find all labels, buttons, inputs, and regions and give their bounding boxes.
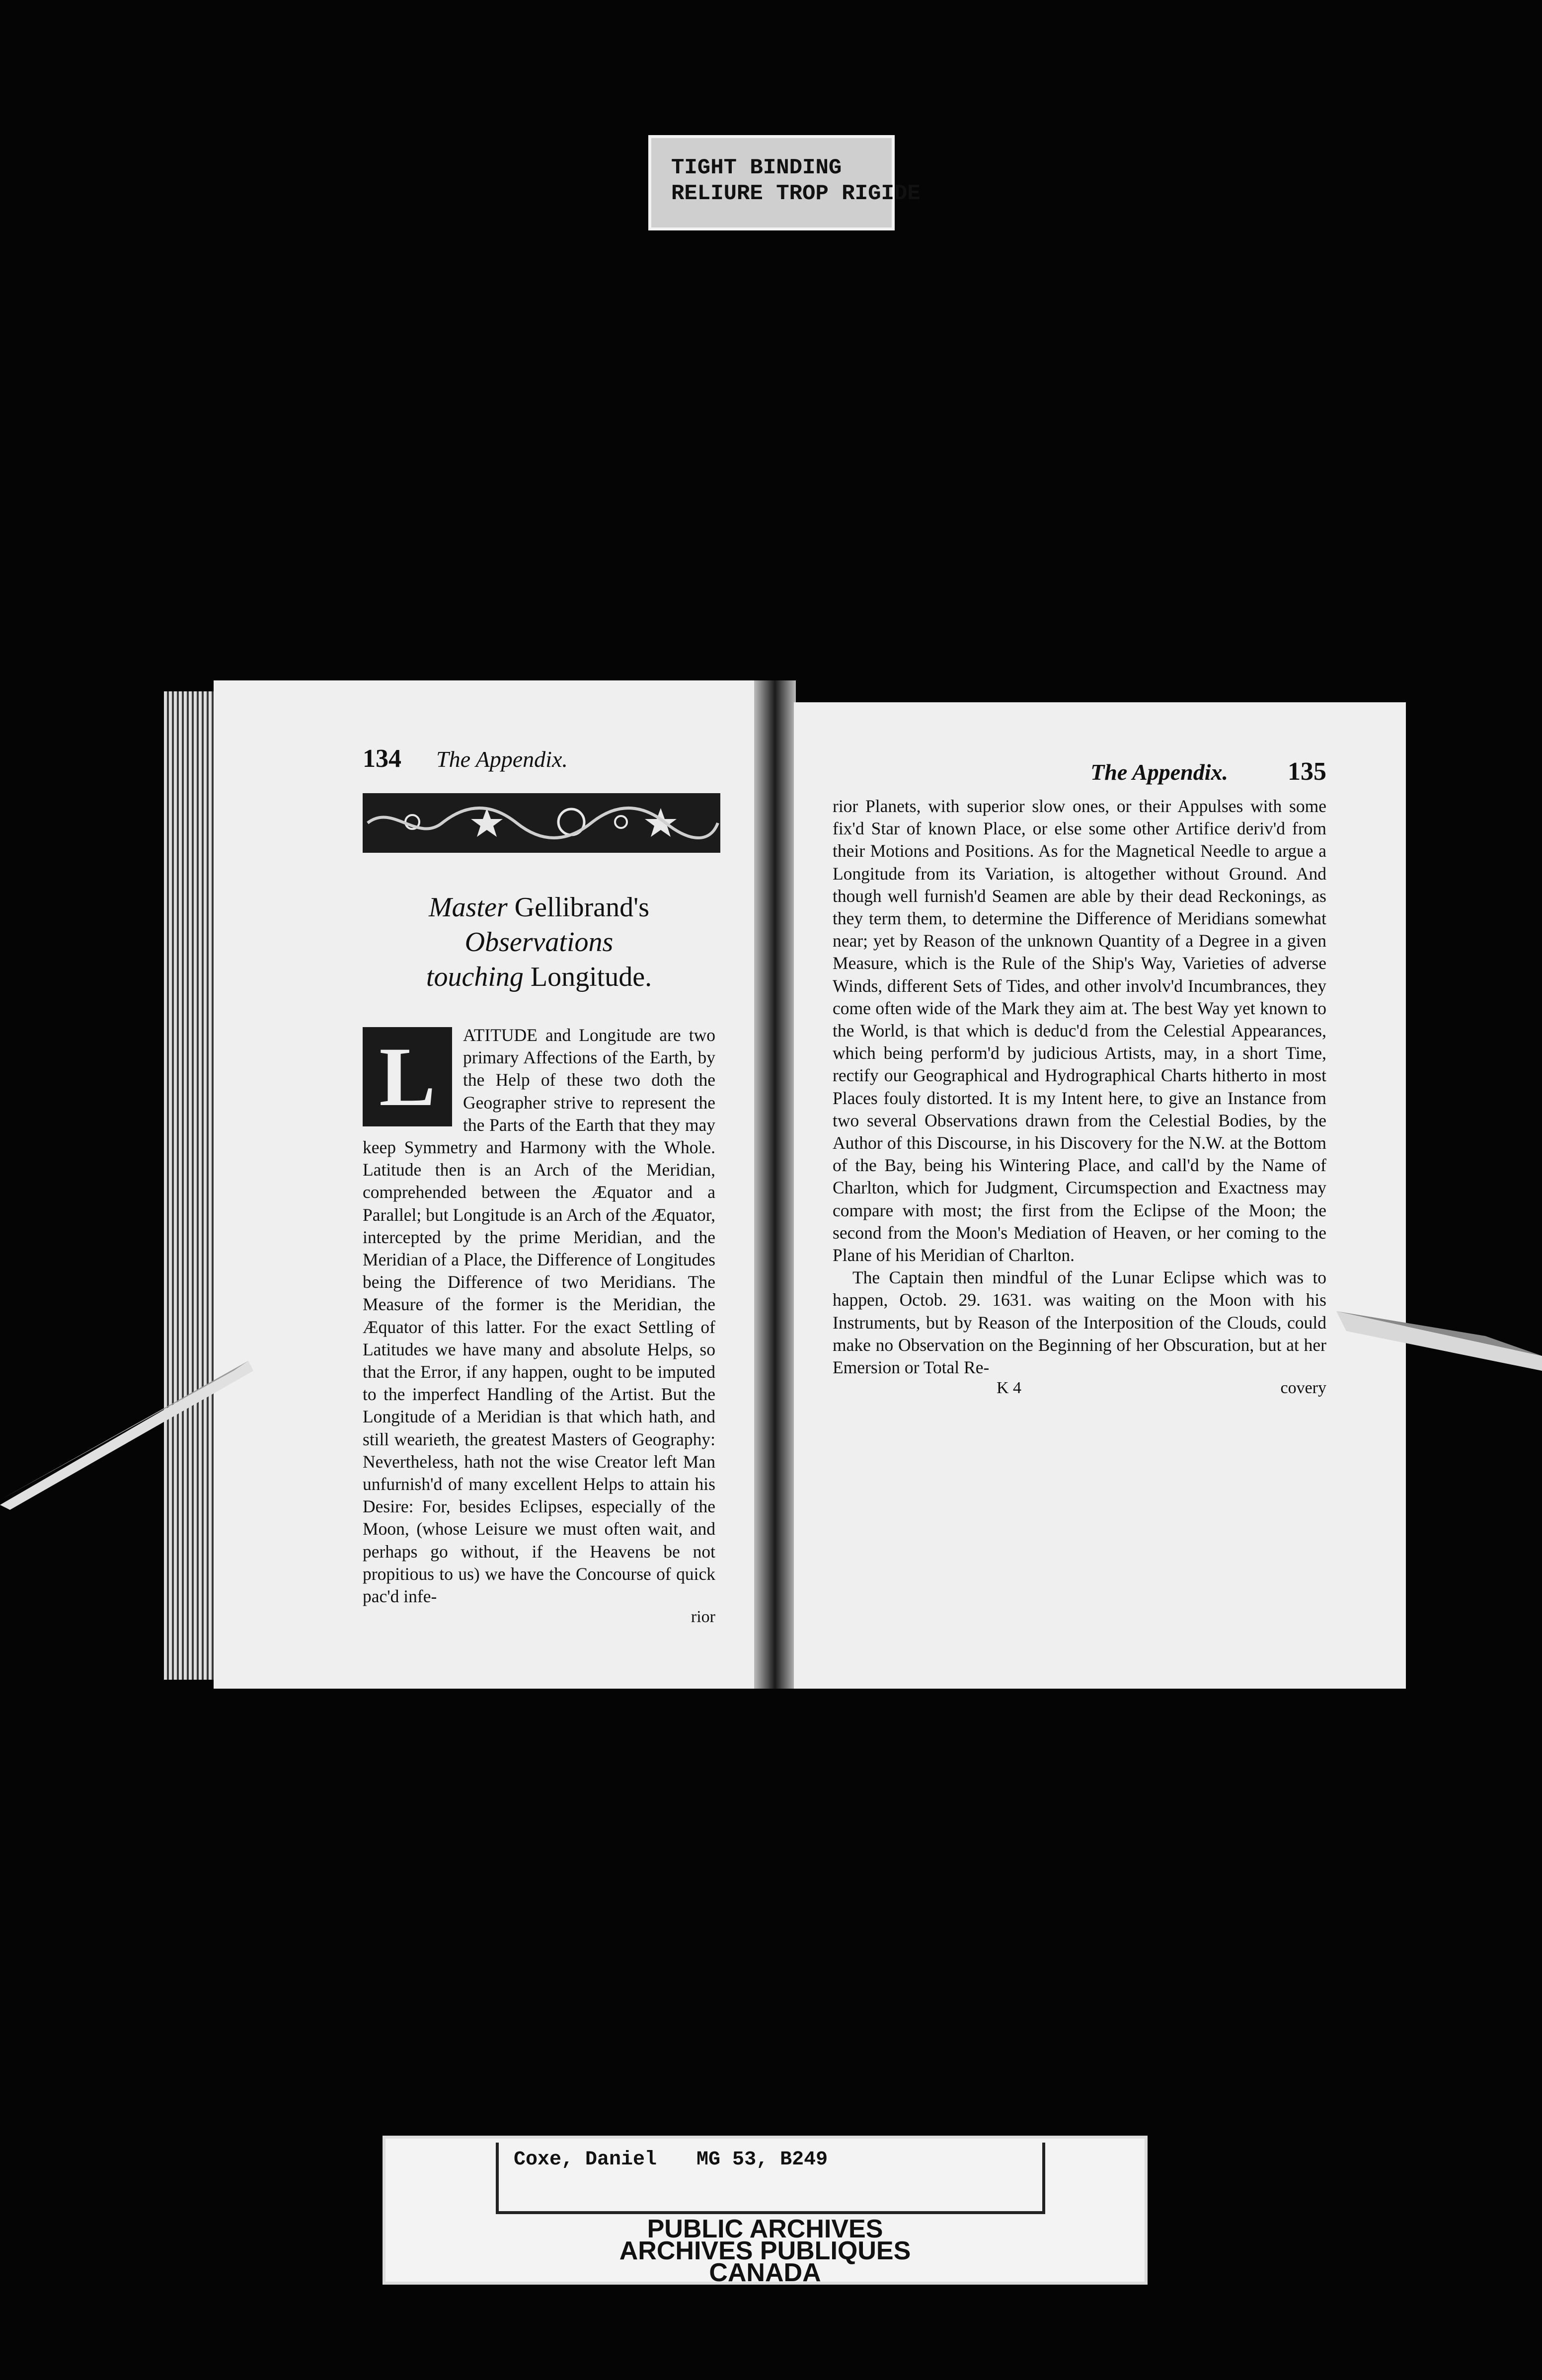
left-body-text: ATITUDE and Longitude are two primary Affections of the Earth, by the Help of these two doth the Geographer strive to represent the the Parts of the Earth that they may keep Symmetry and Harmony with the Whole. Latitude then is an Arch of the Meridian, comprehended between the Æquator and a Parallel; but Longitude is an Arch of the Æquator, intercepted by the prime Meridian, and the Meridian of a Place, the Difference of Longitudes being the Difference of two Meridians. The Measure of the former is the Meridian, the Æquator of this latter. For the exact Settling of Latitudes we have many and absolute Helps, so that the Error, if any happen, ought to be imputed to the imperfect Handling of the Artist. But the Longitude of a Meridian is that which hath, and still wearieth, the greatest Masters of Geography: Nevertheless, hath not the wise Creator left Man unfurnish'd of many excellent Helps to attain his Desire: For, besides Eclipses, especially of the Moon, (whose Leisure we must often wait, and perhaps go without, if the Heavens be not propitious to us) we have the Concourse of quick pac'd infe- [363, 1025, 715, 1607]
archive-author: Coxe, Daniel [514, 2149, 657, 2171]
page-holder-left-icon [0, 1351, 258, 1510]
left-body [363, 1024, 715, 1608]
right-page-number: 135 [1288, 757, 1326, 786]
heading-master: Master [428, 892, 508, 923]
heading-touching: touching [426, 962, 524, 992]
heading-name: Gellibrand's [514, 892, 649, 923]
left-page [214, 680, 755, 1689]
right-running-title: The Appendix. [1090, 759, 1228, 785]
archive-label [383, 2136, 1148, 2285]
signature-mark: K 4 [997, 1379, 1022, 1398]
right-running-head [833, 757, 1326, 786]
archive-reference: MG 53, B249 [696, 2149, 828, 2171]
archive-line3: CANADA [709, 2258, 821, 2287]
tight-binding-line1: TIGHT BINDING [671, 155, 842, 180]
dropcap-letter: L [363, 1027, 452, 1126]
archive-line1: PUBLIC ARCHIVES [647, 2215, 883, 2243]
archive-institution [386, 2215, 1145, 2287]
left-catchword: rior [691, 1608, 715, 1627]
tight-binding-line2: RELIURE TROP RIGIDE [671, 181, 921, 206]
ornament-band-icon [363, 793, 720, 853]
right-signature-line [833, 1379, 1326, 1398]
heading-observations: Observations [464, 927, 614, 958]
page-holder-right-icon [1336, 1301, 1542, 1371]
tight-binding-label [648, 135, 921, 230]
archive-line2: ARCHIVES PUBLIQUES [619, 2236, 911, 2265]
right-catchword: covery [1280, 1379, 1326, 1398]
left-page-number: 134 [363, 744, 401, 773]
book-gutter [754, 680, 796, 1689]
right-body-p1: rior Planets, with superior slow ones, or their Appulses with some fix'd Star of known Place, or else some other Artifice deriv'd from their Motions and Positions. As for the Magnetical Needle to argue a Longitude from its Variation, is altogether without Ground. And though well furnish'd Seamen are able by their dead Reckonings, as they term them, to determine the Difference of Meridians somewhat near; yet by Reason of the unknown Quantity of a Degree in a given Measure, which is the Rule of the Ship's Way, Varieties of adverse Winds, different Sets of Tides, and other involv'd Incumbrances, they come often wide of the Mark they aim at. The best Way yet known to the World, is that which is deduc'd from the Celestial Appearances, which being perform'd by judicious Artists, may, in a short Time, rectify our Geographical and Hydrographical Charts hitherto in most Places fouly distorted. It is my Intent here, to give an Instance from two several Observations drawn from the Celestial Bodies, by the Author of this Discourse, in his Discovery for the N.W. at the Bottom of the Bay, being his Wintering Place, and call'd by the Name of Charlton, which for Judgment, Circumspection and Exactness may compare with most; the first from the Eclipse of the Moon; the second from the Moon's Mediation of Heaven, or her coming to the Plane of his Meridian of Charlton. [833, 796, 1326, 1265]
archive-reference-box [496, 2143, 1045, 2214]
left-running-head [363, 744, 715, 773]
heading-longitude: Longitude. [530, 962, 652, 992]
right-body-p2: The Captain then mindful of the Lunar Eclipse which was to happen, Octob. 29. 1631. was waiting on the Moon with his Instruments, but by Reason of the Interposition of the Clouds, could make no Observation on the Beginning of her Obscuration, but at her Emersion or Total Re- [833, 1267, 1326, 1378]
right-page [794, 702, 1406, 1689]
open-book [164, 680, 1406, 1689]
section-heading [363, 890, 715, 994]
left-running-title: The Appendix. [436, 746, 568, 772]
